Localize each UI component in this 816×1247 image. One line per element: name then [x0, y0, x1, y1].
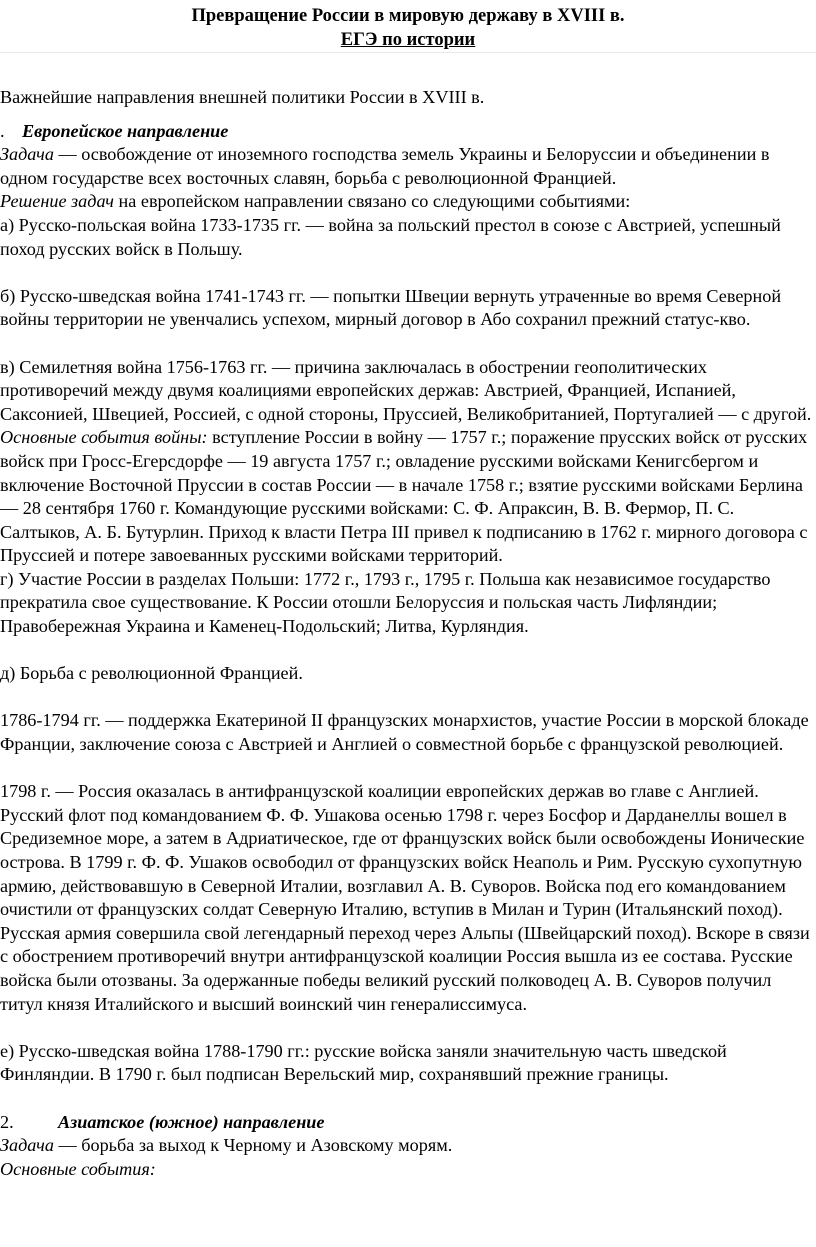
- item-v-text-2: вступление России в войну — 1757 г.; поражение прусских войск от русских войск при Гросс-Егерсдорфе — 19 августа 1757 г.; овладение русскими войсками Кенигсбергом и включение Восточной Пруссии в состав России — в начале 1758 г.; взятие русскими войсками Берлина — 28 сентября 1760 г. Командующие русскими войсками: С. Ф. Апраксин, В. В. Фермор, П. С. Салтыков, А. Б. Бутурлин. Приход к власти Петра III привел к подписанию в 1762 г. мирного договора с Пруссией и потере завоеванных русскими войсками территорий.: [0, 427, 808, 566]
- section-2-events: [0, 1158, 812, 1182]
- section-1-task: [0, 143, 812, 190]
- item-a: а) Русско-польская война 1733-1735 гг. — война за польский престол в союзе с Австрией, успешный поход русских войск в Польшу.: [0, 214, 781, 259]
- section-2-events-label: Основные события:: [0, 1158, 156, 1179]
- section-1-marker: .: [0, 120, 5, 141]
- section-2-marker: 2.: [0, 1111, 14, 1132]
- section-2-title: Азиатское (южное) направление: [58, 1111, 325, 1132]
- section-2-task: [0, 1134, 812, 1158]
- item-v-text-1: в) Семилетняя война 1756-1763 гг. — причина заключалась в обострении геополитических противоречий между двумя коалициями европейских держав: Австрией, Францией, Испанией, Саксонией, Швецией, Россией, с одной стороны, Пруссией, Великобританией, Португалией — с другой.: [0, 356, 812, 424]
- intro-paragraph: Важнейшие направления внешней политики России в XVIII в.: [0, 87, 485, 107]
- task-label: Задача: [0, 144, 54, 165]
- solution-text: на европейском направлении связано со следующими событиями:: [113, 191, 631, 212]
- item-v: [0, 356, 812, 568]
- section-1-title: Европейское направление: [22, 120, 229, 141]
- item-b: б) Русско-шведская война 1741-1743 гг. — попытки Швеции вернуть утраченные во время Северной войны территории не увенчались успехом, мирный договор в Або сохранил прежний статус-кво.: [0, 285, 782, 330]
- section-1-heading: [0, 120, 812, 144]
- section-2-task-text: — борьба за выход к Черному и Азовскому морям.: [53, 1135, 453, 1156]
- item-v-events-label: Основные события войны:: [0, 427, 208, 448]
- title-block: [0, 4, 816, 52]
- item-d: д) Борьба с революционной Францией.: [0, 663, 303, 684]
- page-title: Превращение России в мировую державу в XVIII в.: [191, 6, 625, 26]
- page-subtitle: ЕГЭ по истории: [340, 30, 476, 50]
- item-e: е) Русско-шведская война 1788-1790 гг.: русские войска заняли значительную часть шведской Финляндии. В 1790 г. был подписан Верельский мир, сохранявший прежние границы.: [0, 1040, 727, 1085]
- paragraph-1786: 1786-1794 гг. — поддержка Екатериной II французских монархистов, участие России в морской блокаде Франции, заключение союза с Австрией и Англией о совместной борьбе с французской революцией.: [0, 710, 809, 755]
- item-g: г) Участие России в разделах Польши: 1772 г., 1793 г., 1795 г. Польша как независимое государство прекратила свое существование. К России отошли Белоруссия и польская часть Лифляндии; Правобережная Украина и Каменец-Подольский; Литва, Курляндия.: [0, 568, 771, 637]
- solution-label: Решение задач: [0, 191, 114, 212]
- section-1-solution: [0, 190, 812, 214]
- paragraph-1798: 1798 г. — Россия оказалась в антифранцузской коалиции европейских держав во главе с Англией. Русский флот под командованием Ф. Ф. Ушакова осенью 1798 г. через Босфор и Дарданеллы вошел в Средиземное море, а затем в Адриатическое, где от французских войск были освобождены Ионические острова. В 1799 г. Ф. Ф. Ушаков освободил от французских войск Неаполь и Рим. Русскую сухопутную армию, действовавшую в Северной Италии, возглавил А. В. Суворов. Войска под его командованием очистили от французских солдат Северную Италию, вступив в Милан и Турин (Итальянский поход). Русская армия совершила свой легендарный переход через Альпы (Швейцарский поход). Вскоре в связи с обострением противоречий внутри антифранцузской коалиции Россия вышла из ее состава. Русские войска были отозваны. За одержанные победы великий русский полководец А. В. Суворов получил титул князя Италийского и высший воинский чин генералиссимуса.: [0, 781, 810, 1014]
- section-2-task-label: Задача: [0, 1135, 54, 1156]
- task-text: — освобождение от иноземного господства земель Украины и Белоруссии и объединении в одном государстве всех восточных славян, борьба с революционной Францией.: [0, 144, 770, 188]
- document-body: [0, 86, 812, 1181]
- section-2-heading: [0, 1111, 812, 1135]
- title-divider: [0, 52, 816, 53]
